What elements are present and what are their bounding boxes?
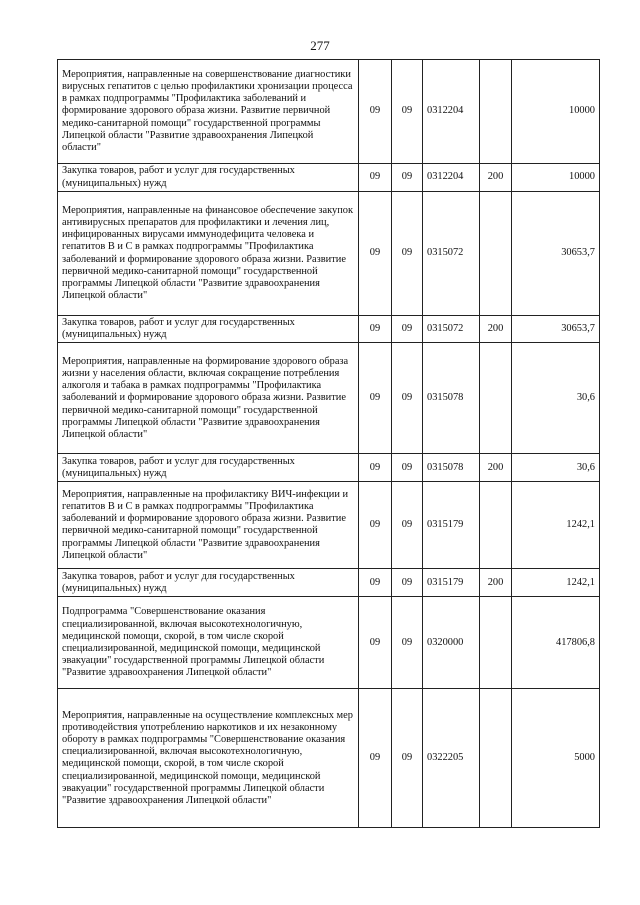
target-article-cell: 0315072 [423, 316, 480, 343]
description-cell: Мероприятия, направленные на финансовое обеспечение закупок антивирусных препаратов для профилактики и лечения лиц, инфицированных вирусами иммунодефицита человека и гепатитов B и C в рамках подпрограммы "Профилактика заболеваний и формирование здорового образа жизни. Развитие первичной медико-санитарной помощи" государственной программы Липецкой области "Развитие здравоохранения Липецкой области" [58, 192, 359, 316]
amount-cell: 1242,1 [512, 482, 600, 569]
subsection-code-cell: 09 [392, 60, 423, 164]
description-cell: Мероприятия, направленные на профилактику ВИЧ-инфекции и гепатитов В и С в рамках подпрограммы "Профилактика заболеваний и формирование здорового образа жизни. Развитие первичной медико-санитарной помощи" государственной программы Липецкой области "Развитие здравоохранения Липецкой области" [58, 482, 359, 569]
table-row [58, 689, 600, 828]
subsection-code-cell: 09 [392, 482, 423, 569]
table-row [58, 316, 600, 343]
table-row [58, 597, 600, 689]
expense-type-cell: 200 [480, 569, 512, 597]
description-cell: Мероприятия, направленные на совершенствование диагностики вирусных гепатитов с целью профилактики хронизации процесса в рамках подпрограммы "Профилактика заболеваний и формирование здорового образа жизни. Развитие первичной медико-санитарной помощи" государственной программы Липецкой области "Развитие здравоохранения Липецкой области" [58, 60, 359, 164]
table-row [58, 482, 600, 569]
target-article-cell: 0315072 [423, 192, 480, 316]
subsection-code-cell: 09 [392, 689, 423, 828]
budget-table [57, 59, 600, 828]
expense-type-cell [480, 192, 512, 316]
expense-type-cell [480, 343, 512, 454]
target-article-cell: 0312204 [423, 164, 480, 192]
amount-cell: 30,6 [512, 343, 600, 454]
subsection-code-cell: 09 [392, 454, 423, 482]
section-code-cell: 09 [359, 569, 392, 597]
amount-cell: 30653,7 [512, 192, 600, 316]
table-row [58, 192, 600, 316]
subsection-code-cell: 09 [392, 192, 423, 316]
table-row [58, 60, 600, 164]
table-row [58, 343, 600, 454]
subsection-code-cell: 09 [392, 164, 423, 192]
subsection-code-cell: 09 [392, 569, 423, 597]
section-code-cell: 09 [359, 482, 392, 569]
expense-type-cell: 200 [480, 316, 512, 343]
description-cell: Мероприятия, направленные на формирование здорового образа жизни у населения области, включая сокращение потребления алкоголя и табака в рамках подпрограммы "Профилактика заболеваний и формирование здорового образа жизни. Развитие первичной медико-санитарной помощи" государственной программы Липецкой области "Развитие здравоохранения Липецкой области" [58, 343, 359, 454]
table-row [58, 164, 600, 192]
target-article-cell: 0315078 [423, 343, 480, 454]
table-row [58, 569, 600, 597]
target-article-cell: 0315078 [423, 454, 480, 482]
target-article-cell: 0315179 [423, 569, 480, 597]
expense-type-cell [480, 482, 512, 569]
amount-cell: 30,6 [512, 454, 600, 482]
amount-cell: 1242,1 [512, 569, 600, 597]
table-row [58, 454, 600, 482]
amount-cell: 10000 [512, 164, 600, 192]
section-code-cell: 09 [359, 192, 392, 316]
expense-type-cell [480, 597, 512, 689]
subsection-code-cell: 09 [392, 597, 423, 689]
amount-cell: 417806,8 [512, 597, 600, 689]
description-cell: Подпрограмма "Совершенствование оказания специализированной, включая высокотехнологичную, медицинской помощи, скорой, в том числе скорой специализированной, медицинской помощи, медицинской эвакуации" государственной программы Липецкой области "Развитие здравоохранения Липецкой области" [58, 597, 359, 689]
expense-type-cell: 200 [480, 164, 512, 192]
subsection-code-cell: 09 [392, 343, 423, 454]
section-code-cell: 09 [359, 689, 392, 828]
section-code-cell: 09 [359, 316, 392, 343]
expense-type-cell [480, 689, 512, 828]
section-code-cell: 09 [359, 454, 392, 482]
amount-cell: 10000 [512, 60, 600, 164]
expense-type-cell: 200 [480, 454, 512, 482]
target-article-cell: 0322205 [423, 689, 480, 828]
section-code-cell: 09 [359, 60, 392, 164]
section-code-cell: 09 [359, 343, 392, 454]
amount-cell: 5000 [512, 689, 600, 828]
subsection-code-cell: 09 [392, 316, 423, 343]
target-article-cell: 0315179 [423, 482, 480, 569]
expense-type-cell [480, 60, 512, 164]
section-code-cell: 09 [359, 164, 392, 192]
amount-cell: 30653,7 [512, 316, 600, 343]
section-code-cell: 09 [359, 597, 392, 689]
target-article-cell: 0312204 [423, 60, 480, 164]
table-body [58, 60, 600, 828]
description-cell: Закупка товаров, работ и услуг для государственных (муниципальных) нужд [58, 164, 359, 192]
target-article-cell: 0320000 [423, 597, 480, 689]
description-cell: Закупка товаров, работ и услуг для государственных (муниципальных) нужд [58, 316, 359, 343]
description-cell: Закупка товаров, работ и услуг для государственных (муниципальных) нужд [58, 569, 359, 597]
page-number: 277 [310, 38, 330, 53]
description-cell: Закупка товаров, работ и услуг для государственных (муниципальных) нужд [58, 454, 359, 482]
description-cell: Мероприятия, направленные на осуществление комплексных мер противодействия употреблению наркотиков и их незаконному обороту в рамках подпрограммы "Совершенствование оказания специализированной, включая высокотехнологичную, медицинской помощи, скорой, в том числе скорой специализированной, медицинской помощи, медицинской эвакуации" государственной программы Липецкой области "Развитие здравоохранения Липецкой области" [58, 689, 359, 828]
